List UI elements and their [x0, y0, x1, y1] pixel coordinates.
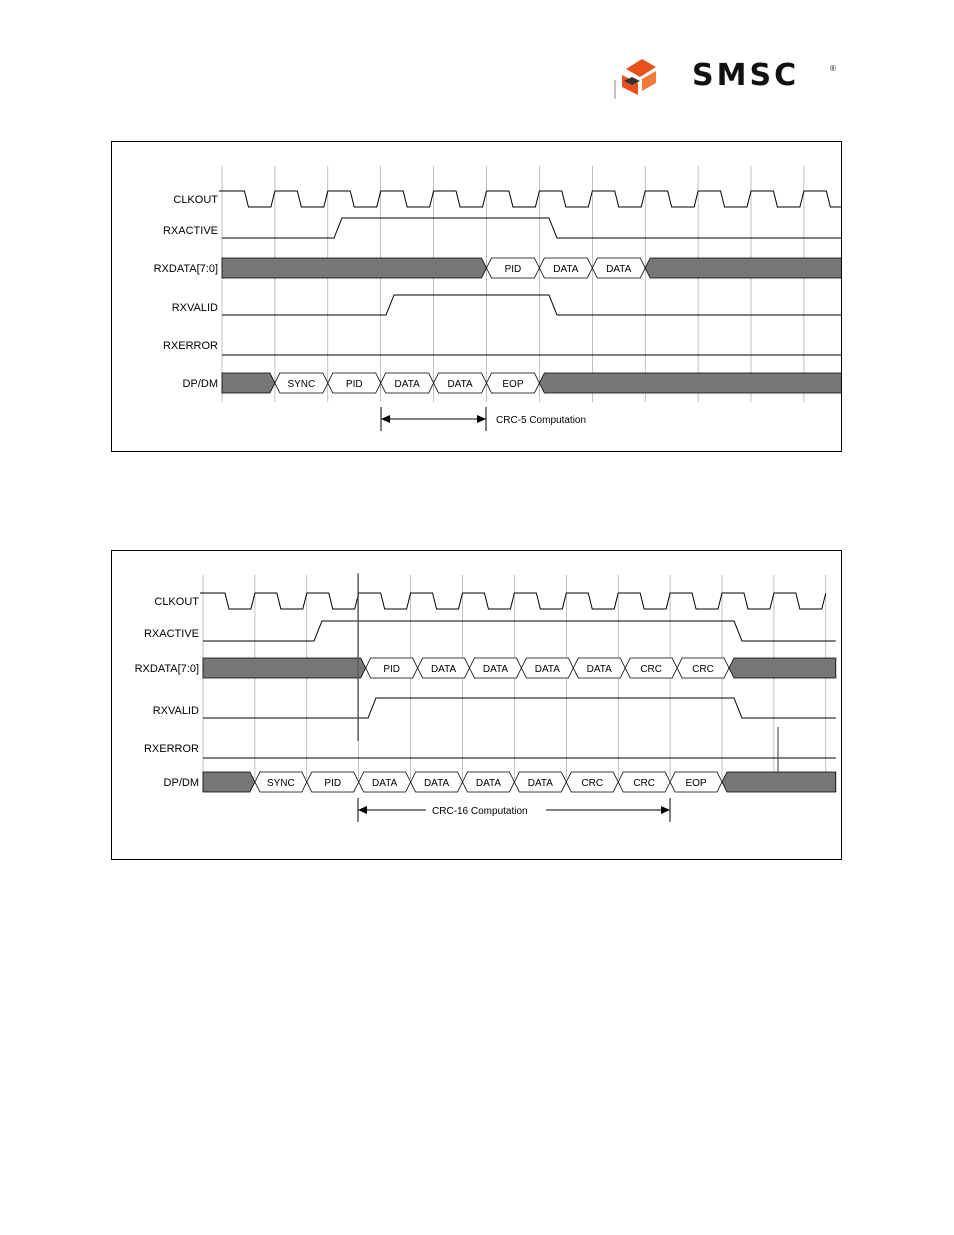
fig2-dpdm-bus-segment-label: CRC — [633, 778, 655, 789]
fig2-rxdata-bus-segment-label: CRC — [640, 664, 662, 675]
fig1-rxvalid-waveform — [222, 295, 841, 315]
fig2-computation-label: CRC-16 Computation — [432, 806, 528, 817]
fig2-signal-label: RXDATA[7:0] — [134, 663, 199, 675]
fig2-rxdata-bus-segment-label: DATA — [586, 664, 612, 675]
timing-diagram-crc16 — [111, 550, 842, 860]
logo-text: SMSC — [692, 58, 800, 93]
fig1-dpdm-bus-segment-label: DATA — [447, 379, 473, 390]
fig2-dpdm-bus-idle-right — [722, 772, 836, 792]
fig1-dpdm-bus-segment-label: DATA — [394, 379, 420, 390]
fig2-rxdata-bus-segment-label: CRC — [692, 664, 714, 675]
fig1-computation-arrow — [381, 407, 486, 431]
fig1-signal-label: RXVALID — [171, 302, 218, 314]
fig2-dpdm-bus-segment-label: SYNC — [266, 778, 295, 789]
fig1-rxdata-bus-segment-label: DATA — [606, 264, 632, 275]
fig2-dpdm-bus-segment-label: PID — [324, 778, 342, 789]
fig1-rxdata-bus-idle-left — [222, 258, 487, 278]
fig2-rxactive-waveform — [203, 621, 836, 641]
fig2-rxdata-bus-segment-label: PID — [383, 664, 400, 675]
fig2-dpdm-bus — [203, 772, 836, 792]
fig2-signal-label: DP/DM — [163, 777, 199, 789]
fig2-dpdm-bus-idle-left — [203, 772, 255, 792]
fig1-signal-label: DP/DM — [182, 378, 218, 390]
fig1-signal-label: CLKOUT — [173, 194, 218, 206]
fig1-dpdm-bus-idle-left — [222, 373, 275, 393]
fig2-rxvalid-waveform — [203, 698, 836, 718]
fig1-rxactive-waveform — [222, 218, 841, 238]
fig1-signal-label: RXACTIVE — [162, 225, 218, 237]
logo-registered-mark: ® — [830, 64, 836, 73]
fig1-rxdata-bus-idle-right — [645, 258, 841, 278]
fig1-rxdata-bus — [222, 258, 841, 278]
fig2-dpdm-bus-segment-label: EOP — [685, 778, 707, 789]
fig1-clkout-waveform — [219, 191, 841, 207]
fig1-signal-label: RXERROR — [162, 340, 218, 352]
fig2-clkout-waveform — [200, 593, 826, 609]
fig2-dpdm-bus-segment-label: DATA — [475, 778, 502, 789]
fig1-dpdm-bus-segment-label: PID — [345, 379, 363, 390]
fig2-rxdata-bus-segment-label: DATA — [482, 664, 509, 675]
smsc-logo-icon — [615, 59, 656, 99]
fig2-signal-label: RXVALID — [152, 705, 199, 717]
fig2-signal-label: RXERROR — [143, 743, 199, 755]
fig1-rxdata-bus-segment-label: DATA — [553, 264, 579, 275]
fig2-signal-label: CLKOUT — [154, 596, 199, 608]
fig1-dpdm-bus-segment-label: SYNC — [287, 379, 316, 390]
fig2-rxdata-bus-segment-label: DATA — [430, 664, 457, 675]
fig1-dpdm-bus-idle-right — [539, 373, 841, 393]
fig1-dpdm-bus — [222, 373, 841, 393]
fig2-rxdata-bus-segment-label: DATA — [534, 664, 560, 675]
fig1-computation-label: CRC-5 Computation — [496, 415, 587, 426]
smsc-logo — [612, 55, 842, 100]
fig2-signal-label: RXACTIVE — [143, 628, 199, 640]
timing-diagram-crc5 — [111, 141, 842, 452]
fig1-dpdm-bus-segment-label: EOP — [502, 379, 524, 390]
fig1-rxdata-bus-segment-label: PID — [504, 264, 522, 275]
fig2-rxdata-bus-idle-left — [203, 658, 366, 678]
fig2-dpdm-bus-segment-label: DATA — [372, 778, 398, 789]
fig2-dpdm-bus-segment-label: DATA — [527, 778, 553, 789]
fig2-rxdata-bus — [203, 658, 836, 678]
fig2-dpdm-bus-segment-label: CRC — [581, 778, 604, 789]
fig1-signal-label: RXDATA[7:0] — [153, 263, 218, 275]
fig2-dpdm-bus-segment-label: DATA — [423, 778, 450, 789]
fig2-rxdata-bus-idle-right — [729, 658, 836, 678]
